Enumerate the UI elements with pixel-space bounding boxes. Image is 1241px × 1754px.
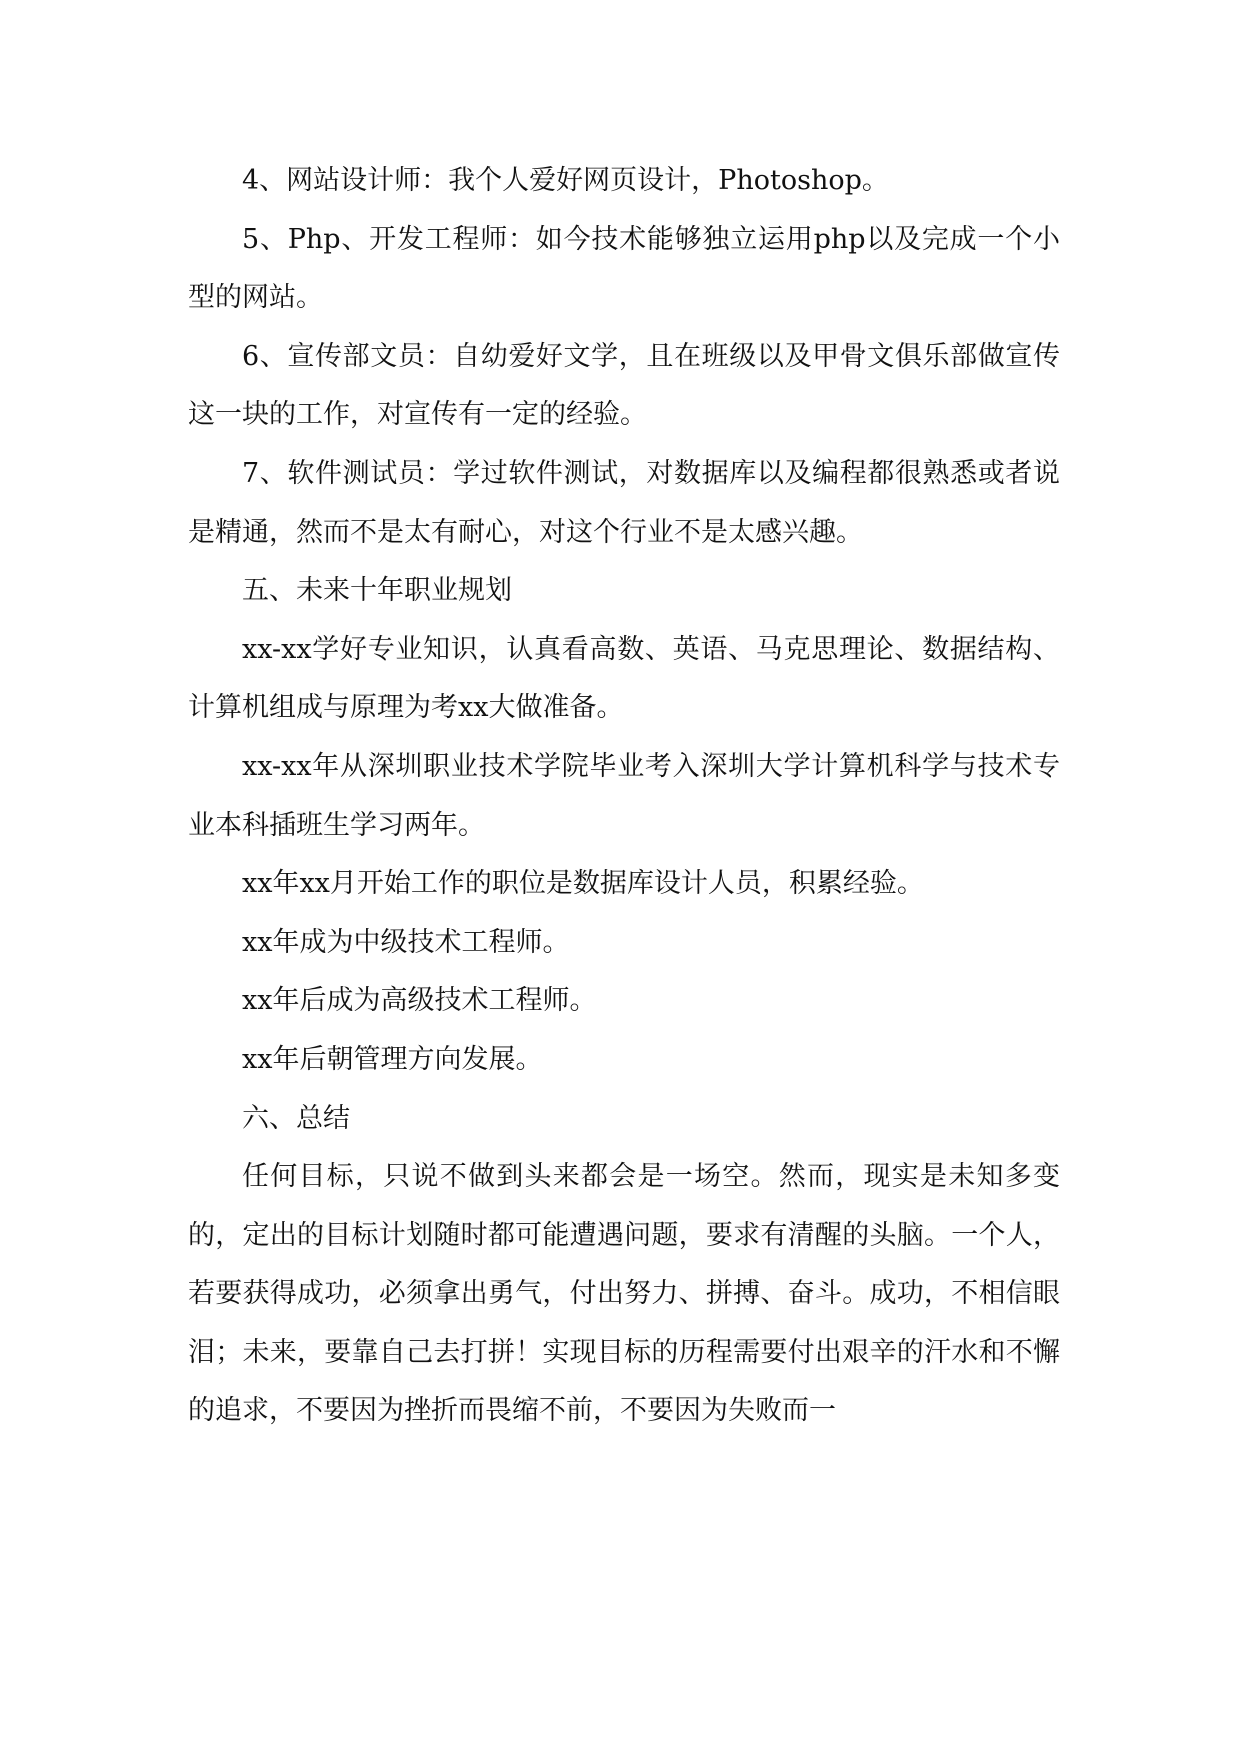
paragraph-item-7: 7、软件测试员：学过软件测试，对数据库以及编程都很熟悉或者说是精通，然而不是太有耐心，对这个行业不是太感兴趣。 xyxy=(188,457,1060,548)
plan-paragraph: xx-xx学好专业知识，认真看高数、英语、马克思理论、数据结构、计算机组成与原理为考xx大做准备。 xyxy=(188,633,1060,724)
document-body xyxy=(188,152,1060,1441)
paragraph-item-4: 4、网站设计师：我个人爱好网页设计，Photoshop。 xyxy=(242,165,889,196)
paragraph-item-5: 5、Php、开发工程师：如今技术能够独立运用php以及完成一个小型的网站。 xyxy=(188,223,1060,314)
plan-paragraph: xx年后朝管理方向发展。 xyxy=(242,1043,543,1075)
paragraph-item-6: 6、宣传部文员：自幼爱好文学，且在班级以及甲骨文俱乐部做宣传这一块的工作，对宣传有一定的经验。 xyxy=(188,340,1060,431)
section-heading-career-plan: 五、未来十年职业规划 xyxy=(242,575,512,607)
plan-paragraph: xx年后成为高级技术工程师。 xyxy=(242,985,597,1017)
section-heading-summary: 六、总结 xyxy=(242,1102,350,1134)
plan-paragraph: xx-xx年从深圳职业技术学院毕业考入深圳大学计算机科学与技术专业本科插班生学习两年。 xyxy=(188,750,1060,841)
summary-paragraph: 任何目标，只说不做到头来都会是一场空。然而，现实是未知多变的，定出的目标计划随时都可能遭遇问题，要求有清醒的头脑。一个人，若要获得成功，必须拿出勇气，付出努力、拼搏、奋斗。成功，不相信眼泪；未来，要靠自己去打拼！实现目标的历程需要付出艰辛的汗水和不懈的追求，不要因为挫折而畏缩不前，不要因为失败而一 xyxy=(188,1161,1060,1427)
plan-paragraph: xx年xx月开始工作的职位是数据库设计人员，积累经验。 xyxy=(242,868,924,900)
plan-paragraph: xx年成为中级技术工程师。 xyxy=(242,926,570,958)
